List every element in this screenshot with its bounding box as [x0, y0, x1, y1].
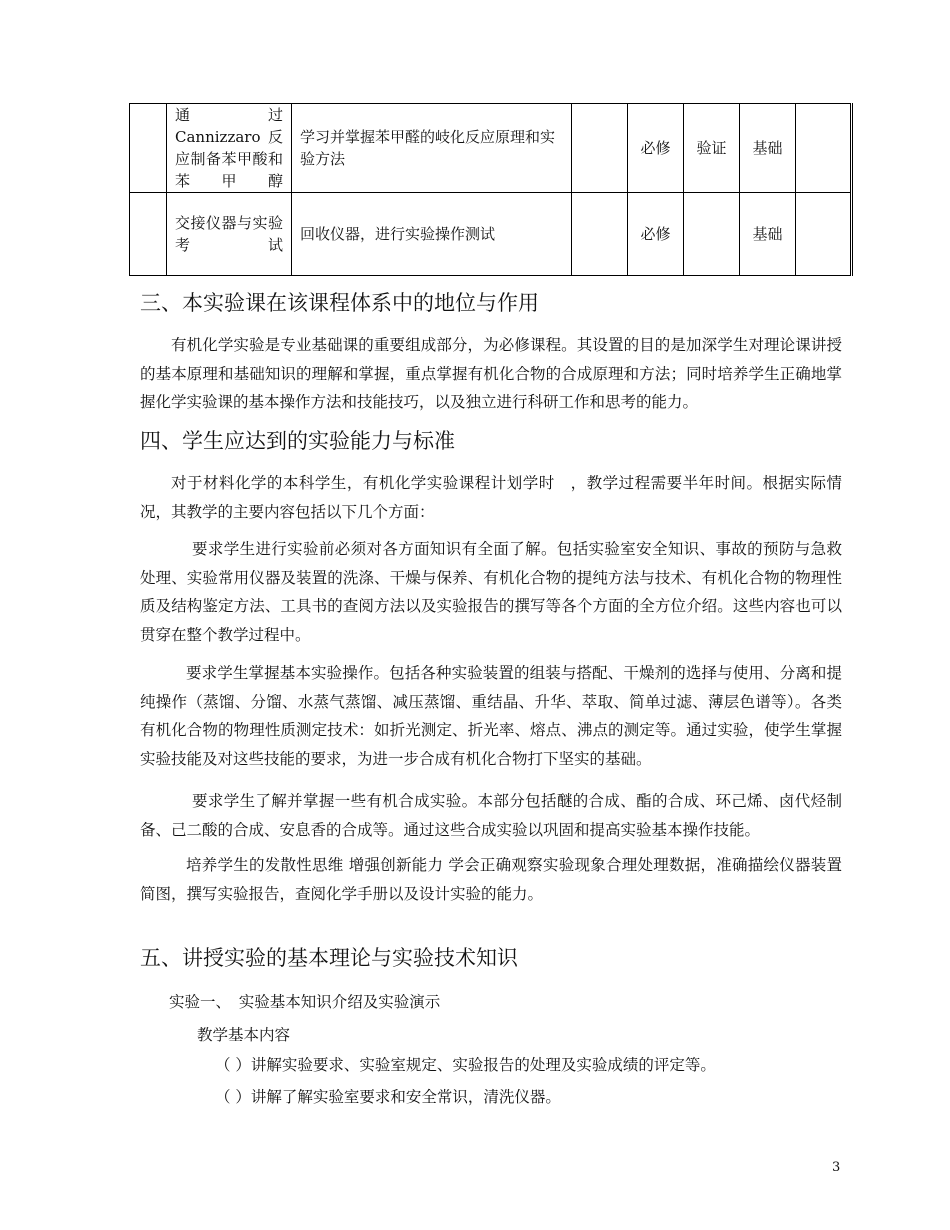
table-cell-note: [796, 104, 852, 193]
table-cell-hours: [572, 104, 628, 193]
table-cell-level: 基础: [740, 193, 796, 276]
content-point: （ ）讲解实验要求、实验室规定、实验报告的处理及实验成绩的评定等。: [215, 1056, 716, 1074]
section3-paragraph: 有机化学实验是专业基础课的重要组成部分，为必修课程。其设置的目的是加深学生对理论课讲授的基本原理和基础知识的理解和掌握，重点掌握有机化合物的合成原理和方法；同时培养学生正确地掌握化学实验课的基本操作方法和技能技巧，以及独立进行科研工作和思考的能力。: [140, 336, 842, 411]
table-cell-index: [130, 104, 167, 193]
section4-intro: 对于材料化学的本科学生，有机化学实验课程计划学时 ，教学过程需要半年时间。根据实际情况，其教学的主要内容包括以下几个方面：: [140, 474, 842, 521]
table-cell-required: 必修: [628, 104, 684, 193]
content-point: （ ）讲解了解实验室要求和安全常识，清洗仪器。: [215, 1088, 561, 1106]
table-cell-name: 通过Cannizzaro反应制备苯甲酸和苯甲醇: [167, 104, 292, 193]
table-cell-content: 学习并掌握苯甲醛的岐化反应原理和实验方法: [292, 104, 572, 193]
section4-item2: 要求学生掌握基本实验操作。包括各种实验装置的组装与搭配、干燥剂的选择与使用、分离和提纯操作（蒸馏、分馏、水蒸气蒸馏、减压蒸馏、重结晶、升华、萃取、简单过滤、薄层色谱等）。各类有机化合物的物理性质测定技术：如折光测定、折光率、熔点、沸点的测定等。通过实验，使学生掌握实验技能及对这些技能的要求，为进一步合成有机化合物打下坚实的基础。: [140, 664, 842, 768]
page-number: 3: [832, 1160, 841, 1175]
table-cell-index: [130, 193, 167, 276]
table-cell-type: [684, 193, 740, 276]
table-cell-content: 回收仪器，进行实验操作测试: [292, 193, 572, 276]
table-cell-name: 交接仪器与实验考试: [167, 193, 292, 276]
table-cell-required: 必修: [628, 193, 684, 276]
table-cell-level: 基础: [740, 104, 796, 193]
section4-item4: 培养学生的发散性思维 增强创新能力 学会正确观察实验现象合理处理数据，准确描绘仪器装置简图，撰写实验报告，查阅化学手册以及设计实验的能力。: [140, 856, 842, 903]
experiment-title: 实验一、 实验基本知识介绍及实验演示: [169, 993, 441, 1011]
section4-item1: 要求学生进行实验前必须对各方面知识有全面了解。包括实验室安全知识、事故的预防与急救处理、实验常用仪器及装置的洗涤、干燥与保养、有机化合物的提纯方法与技术、有机化合物的物理性质及结构鉴定方法、工具书的查阅方法以及实验报告的撰写等各个方面的全方位介绍。这些内容也可以贯穿在整个教学过程中。: [140, 540, 842, 644]
table-row: [130, 104, 852, 193]
section4-heading: 四、学生应达到的实验能力与标准: [140, 429, 455, 453]
section5-heading: 五、讲授实验的基本理论与实验技术知识: [140, 946, 518, 970]
table-cell-note: [796, 193, 852, 276]
table-cell-hours: [572, 193, 628, 276]
content-label: 教学基本内容: [197, 1026, 291, 1044]
table-row: [130, 193, 852, 276]
section3-heading: 三、本实验课在该课程体系中的地位与作用: [140, 291, 539, 315]
table-cell-type: 验证: [684, 104, 740, 193]
section4-item3: 要求学生了解并掌握一些有机合成实验。本部分包括醚的合成、酯的合成、环己烯、卤代烃制备、己二酸的合成、安息香的合成等。通过这些合成实验以巩固和提高实验基本操作技能。: [140, 792, 842, 839]
experiment-table: [129, 103, 853, 276]
